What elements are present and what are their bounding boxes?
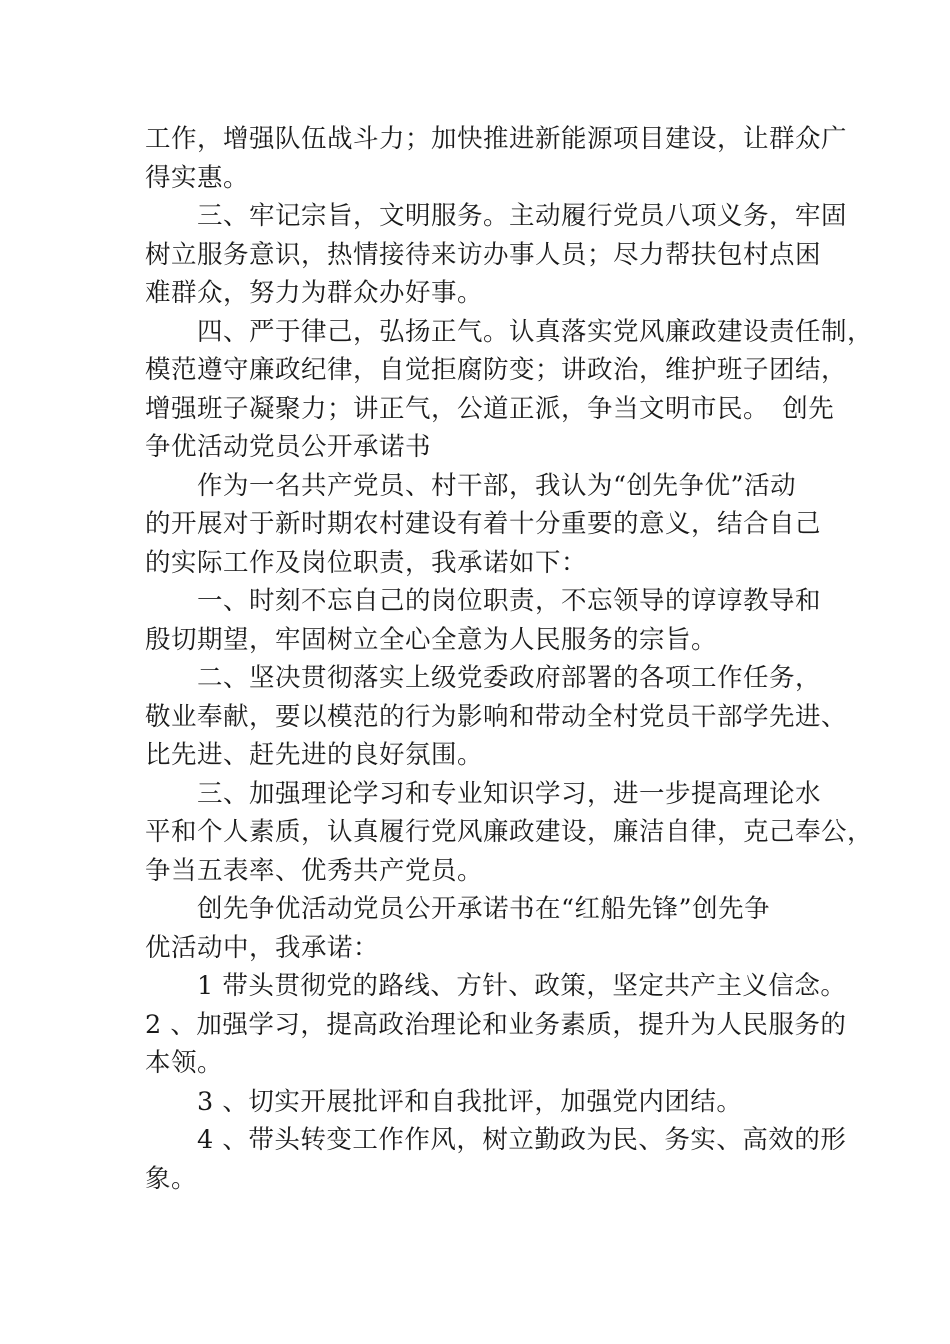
text-line: 殷切期望，牢固树立全心全意为人民服务的宗旨。 xyxy=(145,624,718,655)
text-line: 的实际工作及岗位职责，我承诺如下： xyxy=(145,547,588,578)
text-line: 三、牢记宗旨，文明服务。主动履行党员八项义务，牢固 xyxy=(197,201,848,231)
text-line: 得实惠。 xyxy=(145,162,250,193)
text-line: 作为一名共产党员、村干部，我认为“创先争优”活动 xyxy=(197,470,797,501)
text-line: 争当五表率、优秀共产党员。 xyxy=(145,855,484,886)
text-line: 平和个人素质，认真履行党风廉政建设，廉洁自律，克己奉公， xyxy=(145,817,874,847)
text-line: 比先进、赶先进的良好氛围。 xyxy=(145,740,484,770)
text-line: 象。 xyxy=(145,1163,198,1194)
text-line: 4 、带头转变工作作风，树立勤政为民、务实、高效的形 xyxy=(197,1125,847,1155)
text-line: 四、严于律己，弘扬正气。认真落实党风廉政建设责任制， xyxy=(197,316,874,347)
document-page xyxy=(145,120,874,1198)
text-line: 1 带头贯彻党的路线、方针、政策，坚定共产主义信念。 xyxy=(197,971,847,1001)
text-line: 树立服务意识，热情接待来访办事人员；尽力帮扶包村点困 xyxy=(145,239,822,270)
text-line: 增强班子凝聚力；讲正气，公道正派，争当文明市民。 创先 xyxy=(145,393,835,424)
text-line: 创先争优活动党员公开承诺书在“红船先锋”创先争 xyxy=(197,894,771,924)
text-line: 敬业奉献，要以模范的行为影响和带动全村党员干部学先进、 xyxy=(145,701,848,732)
text-line: 2 、加强学习，提高政治理论和业务素质，提升为人民服务的 xyxy=(145,1009,847,1040)
text-line: 三、加强理论学习和专业知识学习，进一步提高理论水 xyxy=(197,778,822,809)
text-line: 的开展对于新时期农村建设有着十分重要的意义，结合自己 xyxy=(145,509,822,539)
text-line: 难群众，努力为群众办好事。 xyxy=(145,278,484,308)
text-line: 二、坚决贯彻落实上级党委政府部署的各项工作任务， xyxy=(197,663,822,693)
text-line: 争优活动党员公开承诺书 xyxy=(145,432,432,462)
text-line: 模范遵守廉政纪律，自觉拒腐防变；讲政治，维护班子团结， xyxy=(145,355,848,385)
text-line: 工作，增强队伍战斗力；加快推进新能源项目建设，让群众广 xyxy=(145,124,848,154)
text-line: 3 、切实开展批评和自我批评，加强党内团结。 xyxy=(197,1086,743,1117)
text-line: 一、时刻不忘自己的岗位职责，不忘领导的谆谆教导和 xyxy=(197,586,822,616)
text-line: 本领。 xyxy=(145,1048,224,1078)
text-line: 优活动中，我承诺： xyxy=(145,932,380,963)
